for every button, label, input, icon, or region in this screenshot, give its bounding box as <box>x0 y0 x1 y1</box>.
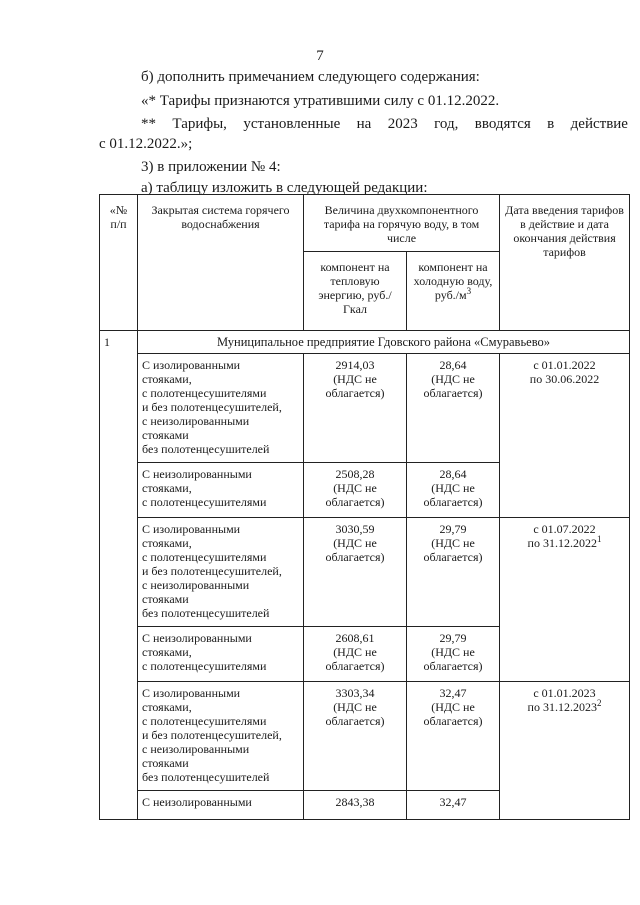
paragraph-b: б) дополнить примечанием следующего содержания: <box>141 69 480 85</box>
table-row <box>100 354 630 463</box>
header-water-component: компонент на холодную воду, $руб./м^3$ <box>407 252 500 331</box>
page-number: 7 <box>316 48 324 64</box>
header-number: «№ п/п <box>100 195 138 331</box>
row-index: 1 <box>100 331 138 820</box>
note-word: вводятся <box>474 116 531 132</box>
heat-value-cell: 3030,59 (НДС не облагается) <box>304 518 407 627</box>
system-cell: С изолированными стояками, с полотенцесушителями и без полотенцесушителей, с неизолированными стояками без полотенцесушителей <box>138 682 304 791</box>
table-row <box>100 518 630 627</box>
water-value-cell: 28,64 (НДС не облагается) <box>407 354 500 463</box>
tariff-table <box>99 194 630 820</box>
system-cell: С неизолированными <box>138 791 304 820</box>
note-word: ** <box>141 116 156 132</box>
system-cell: С неизолированными стояками, с полотенцесушителями <box>138 463 304 518</box>
note-word: действие <box>570 116 628 132</box>
organization-row <box>100 331 630 354</box>
paragraph-a: а) таблицу изложить в следующей редакции: <box>141 180 428 196</box>
system-cell: С изолированными стояками, с полотенцесушителями и без полотенцесушителей, с неизолированными стояками без полотенцесушителей <box>138 518 304 627</box>
table-row <box>100 682 630 791</box>
paragraph-note-2-end: с 01.12.2022.»; <box>99 136 193 152</box>
heat-value-cell: 2508,28 (НДС не облагается) <box>304 463 407 518</box>
header-dates: Дата введения тарифов в действие и дата окончания действия тарифов <box>500 195 630 331</box>
heat-value-cell: 2914,03 (НДС не облагается) <box>304 354 407 463</box>
organization-name: Муниципальное предприятие Гдовского района «Смуравьево» <box>138 331 630 354</box>
header-system: Закрытая система горячего водоснабжения <box>138 195 304 331</box>
heat-value-cell: 3303,34 (НДС не облагается) <box>304 682 407 791</box>
note-word: год, <box>434 116 459 132</box>
note-word: в <box>547 116 555 132</box>
paragraph-note-1: «* Тарифы признаются утратившими силу с 01.12.2022. <box>141 93 500 109</box>
note-word: установленные <box>243 116 341 132</box>
header-heat-component: компонент на тепловую энергию, руб./Гкал <box>304 252 407 331</box>
paragraph-note-2-line <box>141 115 628 133</box>
note-word: 2023 <box>387 116 418 132</box>
water-value-cell: 28,64 (НДС не облагается) <box>407 463 500 518</box>
note-word: на <box>356 116 372 132</box>
period-cell: с 01.07.2022 по 31.12.2022$^1$ <box>500 518 630 682</box>
water-value-cell: 29,79 (НДС не облагается) <box>407 627 500 682</box>
period-cell: с 01.01.2023 по 31.12.2023$^2$ <box>500 682 630 820</box>
water-value-cell: 32,47 (НДС не облагается) <box>407 682 500 791</box>
water-value-cell: 32,47 <box>407 791 500 820</box>
system-cell: С изолированными стояками, с полотенцесушителями и без полотенцесушителей, с неизолированными стояками без полотенцесушителей <box>138 354 304 463</box>
heat-value-cell: 2608,61 (НДС не облагается) <box>304 627 407 682</box>
system-cell: С неизолированными стояками, с полотенцесушителями <box>138 627 304 682</box>
header-tariff: Величина двухкомпонентного тарифа на горячую воду, в том числе <box>304 195 500 252</box>
note-word: Тарифы, <box>172 116 227 132</box>
table-header-row <box>100 195 630 252</box>
heat-value-cell: 2843,38 <box>304 791 407 820</box>
paragraph-3: 3) в приложении № 4: <box>141 159 281 175</box>
period-cell: с 01.01.2022 по 30.06.2022 <box>500 354 630 518</box>
water-value-cell: 29,79 (НДС не облагается) <box>407 518 500 627</box>
